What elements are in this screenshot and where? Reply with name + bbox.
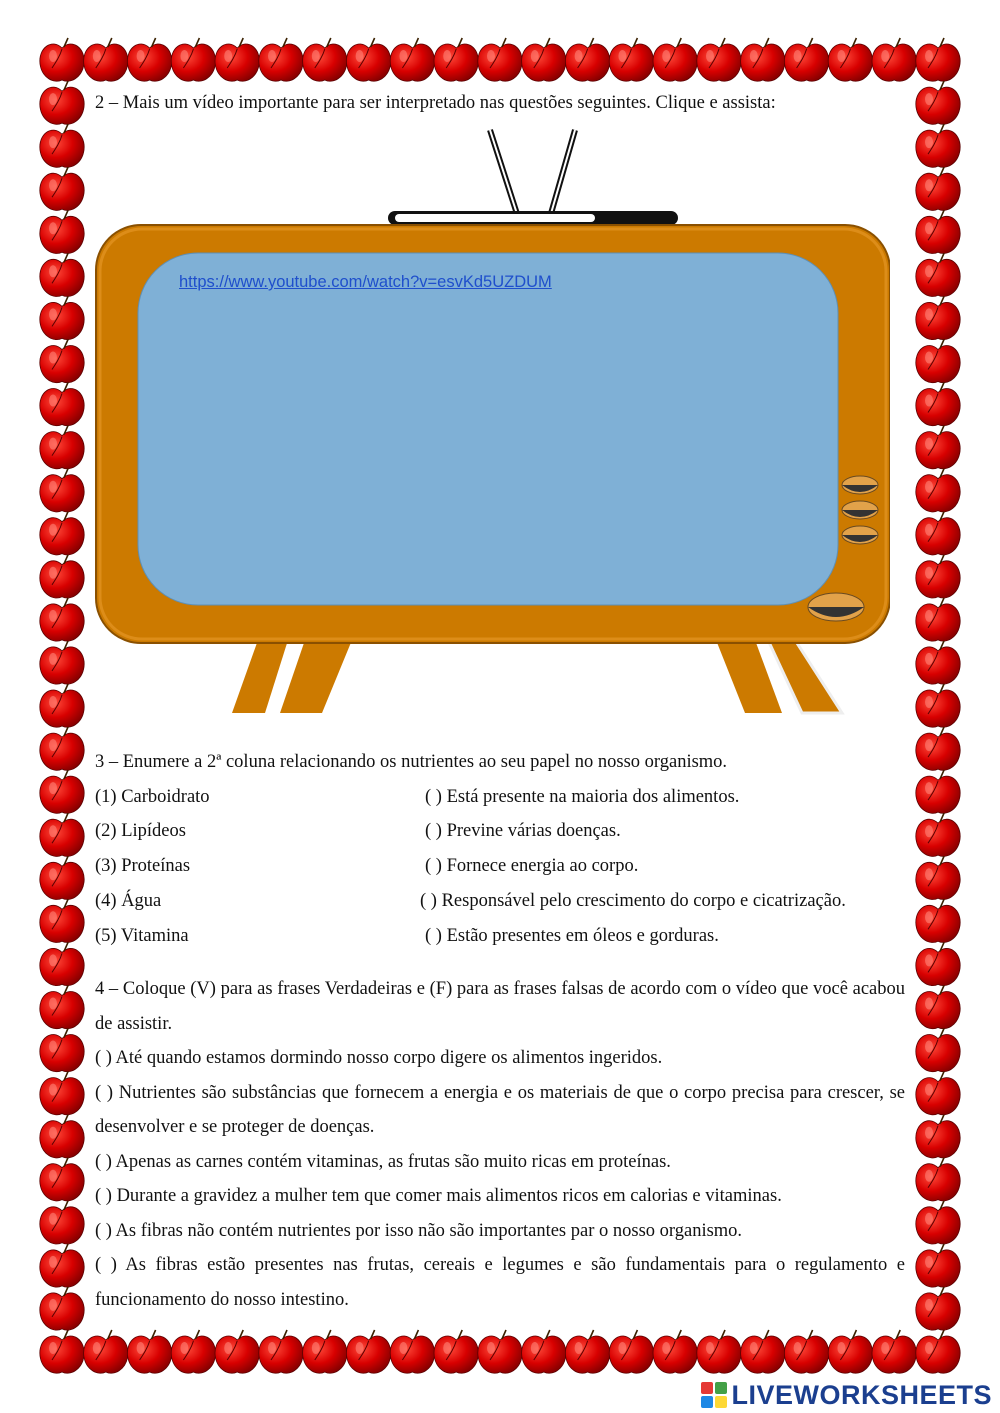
apple-icon [565, 1330, 609, 1373]
apple-icon [653, 1330, 697, 1373]
apple-icon [872, 38, 916, 81]
apple-icon [478, 1330, 522, 1373]
nutrient-label: (4) Água [95, 891, 162, 912]
nutrient-label: (2) Lipídeos [95, 821, 186, 842]
apple-icon [84, 1330, 128, 1373]
apple-icon [40, 641, 84, 684]
role-answer[interactable]: ( ) Estão presentes em óleos e gorduras. [425, 925, 719, 946]
apple-icon [828, 38, 872, 81]
apple-icon [916, 1201, 960, 1244]
apple-icon [40, 1287, 84, 1330]
apple-icon [609, 38, 653, 81]
apple-icon [40, 555, 84, 598]
apple-icon [40, 469, 84, 512]
question-3-title [95, 745, 905, 780]
apple-icon [40, 124, 84, 167]
matching-row [95, 884, 905, 919]
true-false-item[interactable]: ( ) Apenas as carnes contém vitaminas, as frutas são muito ricas em proteínas. [95, 1151, 671, 1172]
apple-icon [40, 1244, 84, 1287]
question-2-prompt: 2 – Mais um vídeo importante para ser interpretado nas questões seguintes. Clique e assista: [95, 93, 776, 113]
apple-icon [916, 383, 960, 426]
matching-row [95, 780, 905, 815]
apple-icon [127, 1330, 171, 1373]
true-false-item[interactable]: ( ) Durante a gravidez a mulher tem que comer mais alimentos ricos em calorias e vitaminas. [95, 1186, 782, 1206]
apple-icon [916, 727, 960, 770]
apple-icon [609, 1330, 653, 1373]
apple-icon [916, 1244, 960, 1287]
nutrient-label: (3) Proteínas [95, 856, 191, 877]
apple-icon [40, 340, 84, 383]
apple-icon [40, 770, 84, 813]
apple-icon [916, 770, 960, 813]
apple-icon [259, 38, 303, 81]
apple-icon [40, 426, 84, 469]
apple-icon [916, 986, 960, 1029]
apple-icon [916, 1287, 960, 1330]
apple-icon [40, 253, 84, 296]
apple-icon [916, 296, 960, 339]
apple-icon [916, 426, 960, 469]
apple-icon [346, 1330, 390, 1373]
apple-icon [40, 813, 84, 856]
apple-icon [916, 81, 960, 124]
apple-icon [40, 1158, 84, 1201]
apple-icon [84, 38, 128, 81]
apple-icon [522, 38, 566, 81]
apple-icon [434, 38, 478, 81]
role-answer[interactable]: ( ) Previne várias doenças. [425, 821, 621, 842]
apple-icon [741, 38, 785, 81]
apple-icon [171, 38, 215, 81]
apple-icon [40, 38, 84, 81]
brand-name: LIVEWORKSHEETS [731, 1379, 992, 1410]
apple-icon [916, 38, 960, 81]
apple-icon [916, 598, 960, 641]
apple-icon [916, 641, 960, 684]
apple-icon [40, 598, 84, 641]
apple-icon [916, 512, 960, 555]
apple-icon [40, 727, 84, 770]
apple-icon [916, 899, 960, 942]
apple-icon [916, 942, 960, 985]
apple-icon [40, 167, 84, 210]
apple-icon [40, 1115, 84, 1158]
apple-icon [215, 1330, 259, 1373]
apple-icon [40, 1330, 84, 1373]
apple-icon [40, 383, 84, 426]
true-false-item[interactable]: ( ) As fibras não contém nutrientes por isso não são importantes par o nosso organismo. [95, 1220, 743, 1241]
apple-icon [40, 1072, 84, 1115]
apple-icon [40, 1029, 84, 1072]
role-answer[interactable]: ( ) Fornece energia ao corpo. [425, 856, 639, 877]
role-answer[interactable]: ( ) Responsável pelo crescimento do corpo e cicatrização. [420, 891, 846, 912]
apple-icon [40, 942, 84, 985]
apple-icon [40, 81, 84, 124]
apple-icon [916, 1158, 960, 1201]
apple-icon [916, 124, 960, 167]
youtube-video-link[interactable]: https://www.youtube.com/watch?v=esvKd5UZDUM [179, 273, 552, 291]
question-4-title: 4 – Coloque (V) para as frases Verdadeiras e (F) para as frases falsas de acordo com o vídeo que você acabou de assistir. [95, 979, 905, 1034]
apple-icon [784, 38, 828, 81]
apple-icon [916, 813, 960, 856]
true-false-item[interactable]: ( ) Até quando estamos dormindo nosso corpo digere os alimentos ingeridos. [95, 1048, 663, 1068]
apple-icon [916, 469, 960, 512]
apple-icon [697, 1330, 741, 1373]
apple-icon [303, 1330, 347, 1373]
nutrient-label: (5) Vitamina [95, 925, 189, 946]
matching-row [95, 849, 905, 884]
true-false-item[interactable]: ( ) As fibras estão presentes nas frutas, cereais e legumes e são fundamentais para o regulamento e funcionamento do nosso intestino. [95, 1255, 905, 1310]
apple-icon [40, 856, 84, 899]
role-answer[interactable]: ( ) Está presente na maioria dos alimentos. [425, 786, 740, 807]
apple-icon [346, 38, 390, 81]
apple-icon [784, 1330, 828, 1373]
apple-icon [916, 684, 960, 727]
apple-icon [916, 1330, 960, 1373]
apple-icon [828, 1330, 872, 1373]
apple-icon [916, 253, 960, 296]
question-3 [95, 745, 905, 954]
apple-icon [916, 1072, 960, 1115]
apple-icon [916, 340, 960, 383]
apple-icon [916, 1115, 960, 1158]
apple-icon [522, 1330, 566, 1373]
apple-icon [741, 1330, 785, 1373]
apple-icon [40, 1201, 84, 1244]
apple-icon [478, 38, 522, 81]
apple-icon [697, 38, 741, 81]
apple-icon [215, 38, 259, 81]
apple-icon [40, 296, 84, 339]
apple-icon [259, 1330, 303, 1373]
apple-icon [916, 210, 960, 253]
apple-icon [171, 1330, 215, 1373]
apple-icon [40, 899, 84, 942]
apple-icon [916, 1029, 960, 1072]
apple-icon [434, 1330, 478, 1373]
apple-icon [390, 1330, 434, 1373]
tv-illustration [90, 125, 890, 720]
apple-icon [127, 38, 171, 81]
apple-icon [916, 555, 960, 598]
question-3-title-text: 3 – Enumere a 2ª coluna relacionando os nutrientes ao seu papel no nosso organismo. [95, 751, 728, 772]
apple-icon [303, 38, 347, 81]
apple-icon [653, 38, 697, 81]
apple-icon [40, 210, 84, 253]
apple-icon [565, 38, 609, 81]
apple-icon [916, 856, 960, 899]
apple-icon [40, 986, 84, 1029]
nutrient-label: (1) Carboidrato [95, 786, 210, 807]
matching-row [95, 815, 905, 850]
apple-icon [40, 512, 84, 555]
logo-mark-icon [701, 1382, 727, 1408]
true-false-item[interactable]: ( ) Nutrientes são substâncias que fornecem a energia e os materiais de que o corpo precisa para crescer, se desenvolver e se proteger de doenças. [95, 1082, 905, 1137]
apple-icon [40, 684, 84, 727]
apple-icon [872, 1330, 916, 1373]
question-4 [95, 972, 905, 1317]
liveworksheets-logo [701, 1378, 992, 1412]
apple-icon [916, 167, 960, 210]
matching-row [95, 919, 905, 954]
apple-icon [390, 38, 434, 81]
